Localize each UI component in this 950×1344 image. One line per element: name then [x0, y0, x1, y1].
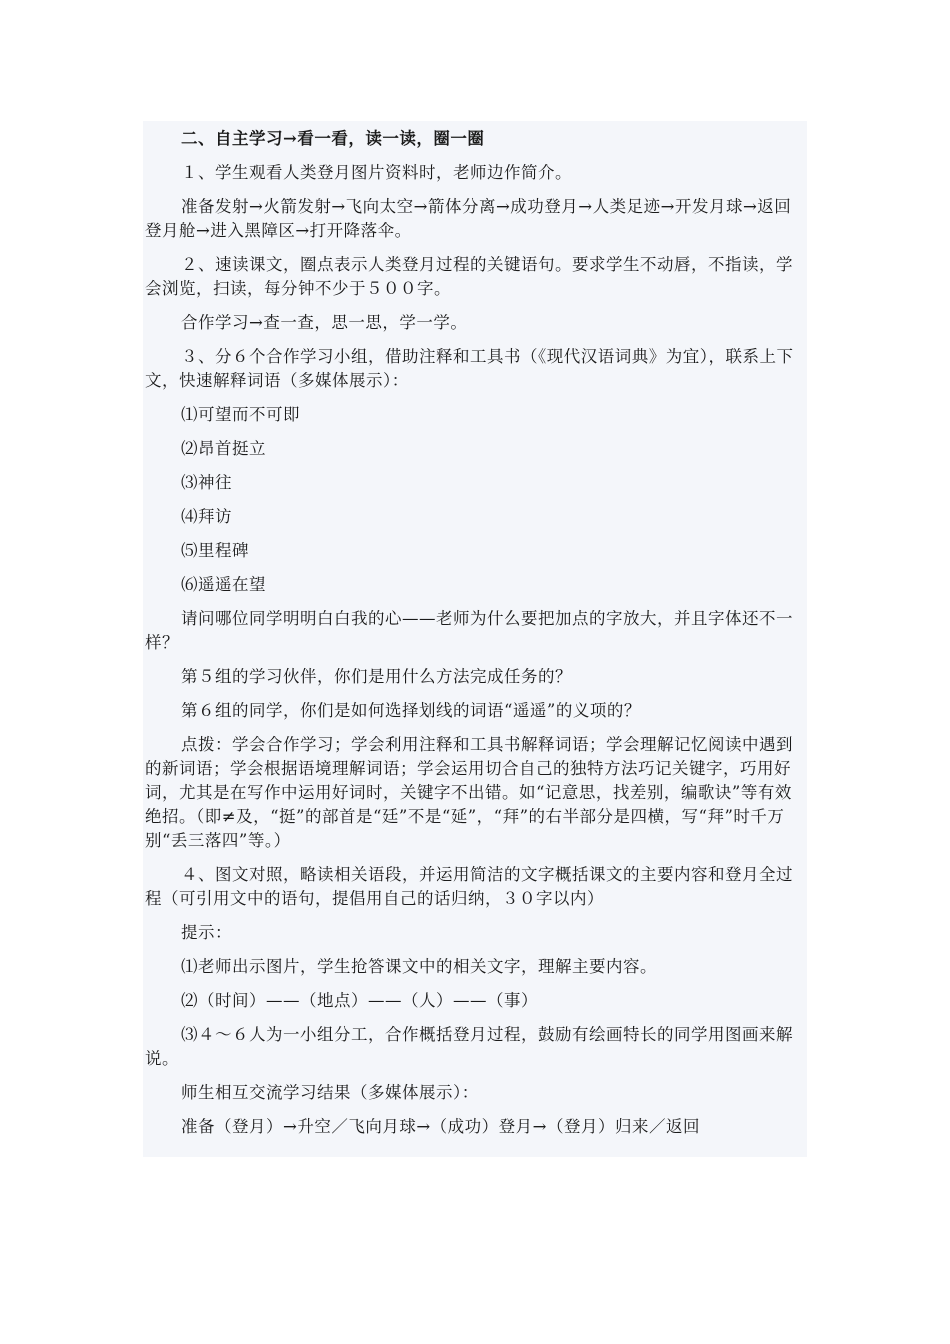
list-item: ⑴可望而不可即: [181, 405, 300, 424]
list-item: ⑷拜访: [181, 507, 232, 526]
paragraph: 准备发射→火箭发射→飞向太空→箭体分离→成功登月→人类足迹→开发月球→返回登月舱→进入黑障区→打开降落伞。: [145, 197, 792, 240]
list-item: ⑶神往: [181, 473, 232, 492]
paragraph: 点拨：学会合作学习；学会利用注释和工具书解释词语；学会理解记忆阅读中遇到的新词语；学会根据语境理解词语；学会运用切合自己的独特方法巧记关键字，巧用好词，尤其是在写作中运用好词时，关键字不出错。如“记意思，找差别，编歌诀”等有效绝招。（即≠及，“挺”的部首是“廷”不是“延”，“拜”的右半部分是四横，写“拜”时千万别“丢三落四”等。）: [145, 735, 793, 850]
list-item: ⑹遥遥在望: [181, 575, 266, 594]
paragraph: 第６组的同学，你们是如何选择划线的词语“遥遥”的义项的？: [181, 701, 641, 720]
document-body: [143, 121, 807, 1157]
list-item: ⑴老师出示图片，学生抢答课文中的相关文字，理解主要内容。: [181, 957, 657, 976]
paragraph: ３、分６个合作学习小组，借助注释和工具书（《现代汉语词典》为宜），联系上下文，快速解释词语（多媒体展示）：: [145, 347, 794, 390]
section-heading: 二、自主学习→看一看，读一读，圈一圈: [181, 129, 485, 148]
list-item: ⑵（时间）——（地点）——（人）——（事）: [181, 991, 538, 1010]
paragraph: １、学生观看人类登月图片资料时，老师边作简介。: [181, 163, 572, 182]
list-item: ⑸里程碑: [181, 541, 249, 560]
paragraph: ４、图文对照，略读相关语段，并运用简洁的文字概括课文的主要内容和登月全过程（可引用文中的语句，提倡用自己的话归纳，３０字以内）: [145, 865, 793, 908]
paragraph: 合作学习→查一查，思一思，学一学。: [181, 313, 468, 332]
paragraph: ２、速读课文，圈点表示人类登月过程的关键语句。要求学生不动唇，不指读，学会浏览，扫读，每分钟不少于５００字。: [145, 255, 793, 298]
paragraph: 师生相互交流学习结果（多媒体展示）：: [181, 1083, 479, 1102]
paragraph: 准备（登月）→升空／飞向月球→（成功）登月→（登月）归来／返回: [181, 1117, 700, 1136]
paragraph: 第５组的学习伙伴，你们是用什么方法完成任务的？: [181, 667, 572, 686]
paragraph: 请问哪位同学明明白白我的心——老师为什么要把加点的字放大，并且字体还不一样？: [145, 609, 793, 652]
list-item: ⑶４～６人为一小组分工，合作概括登月过程，鼓励有绘画特长的同学用图画来解说。: [145, 1025, 793, 1068]
list-item: ⑵昂首挺立: [181, 439, 266, 458]
paragraph: 提示：: [181, 923, 232, 942]
